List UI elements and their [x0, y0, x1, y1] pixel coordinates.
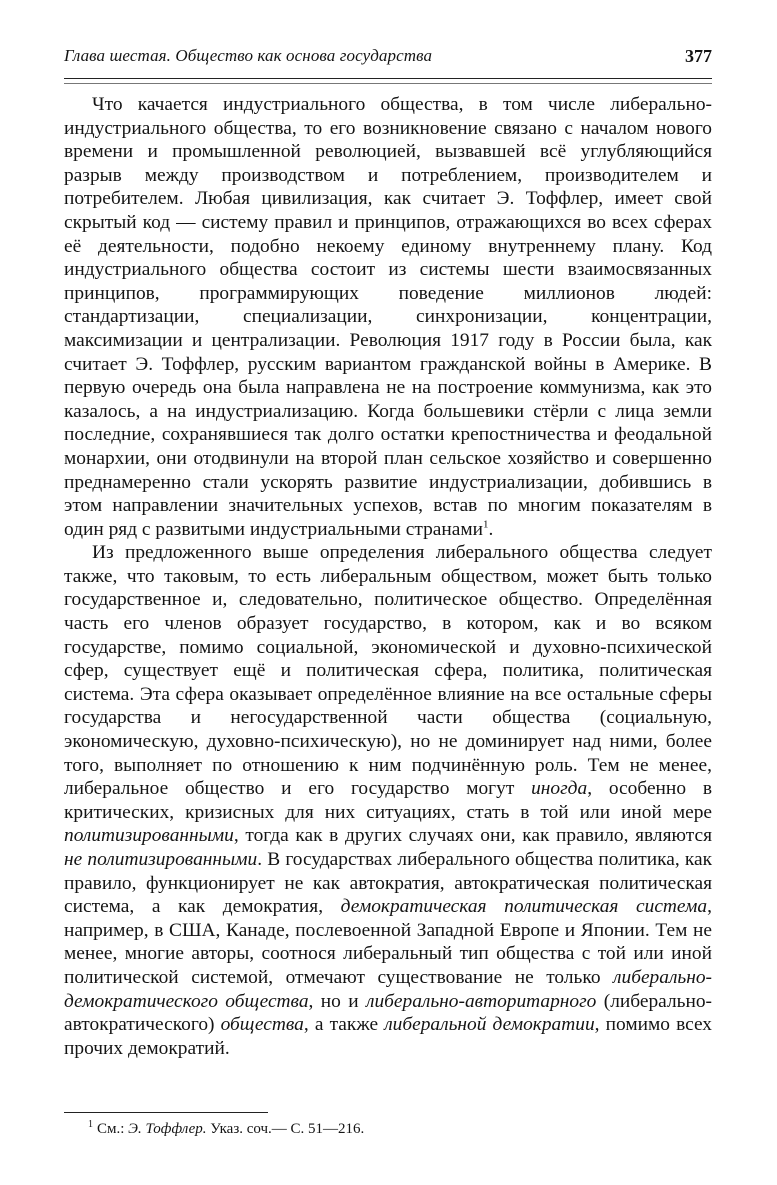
header-rule — [64, 78, 712, 79]
paragraph-2-text-b: , особенно в критических, кризисных для них ситуациях, стать в той или иной мере — [64, 778, 712, 823]
emphasis-6: либерально-авторитарного — [366, 990, 597, 1012]
emphasis-2: политизированными — [64, 825, 234, 847]
paragraph-2-text-e: , например, в США, Канаде, послевоенной Западной Европе и Японии. Тем не менее, многие авторы, соотнося либеральный тип общества с той или иной политической системой, отмечают существование не только — [64, 896, 712, 988]
paragraph-2-text-c: , тогда как в других случаях они, как правило, являются — [233, 825, 712, 847]
page-number: 377 — [685, 46, 712, 66]
emphasis-7: общества — [220, 1014, 304, 1036]
paragraph-2-text-a: Из предложенного выше определения либерального общества следует также, что таковым, то есть либеральным обществом, может быть только государственное и, следовательно, политическое общество. Определённая часть его членов образует государство, в котором, как и во всяком государстве, помимо социальной, экономической и духовно-психической сфер, существует ещё и политическая сфера, политика, политическая система. Эта сфера оказывает определённое влияние на все остальные сферы государства и негосударственной части общества (социальную, экономическую, духовно-психическую), но не доминирует над ними, более того, выполняет по отношению к ним подчинённую роль. Тем не менее, либеральное общество и его государство могут — [64, 542, 712, 800]
paragraph-2-text-d: . В государствах либерального общества политика, как правило, функционирует не как автократия, автократическая политическая система, а как демократия, — [64, 849, 712, 918]
paragraph-2 — [64, 541, 712, 1060]
paragraph-2-text-h: , а также — [303, 1014, 385, 1036]
paragraph-2-text-f: , но и — [308, 990, 366, 1012]
paragraph-1-text: Что качается индустриального общества, в том числе либерально-индустриального общества, то его возникновение связано с началом нового времени и промышленной революцией, вызвавшей всё углубляющийся разрыв между производством и потреблением, производителем и потребителем. Любая цивилизация, как считает Э. Тоффлер, имеет свой скрытый код — систему правил и принципов, отражающихся во всех сферах её деятельности, подобно некоему единому внутреннему плану. Код индустриального общества состоит из системы шести взаимосвязанных принципов, программирующих поведение миллионов людей: стандартизации, специализации, синхронизации, концентрации, максимизации и централизации. Революция 1917 году в России была, как считает Э. Тоффлер, русским вариантом гражданской войны в Америке. В первую очередь она была направлена не на построение коммунизма, как это казалось, а на индустриализацию. Когда большевики стёрли с лица земли последние, сохранявшиеся так долго остатки крепостничества и феодальной монархии, они отодвинули на второй план сельское хозяйство и совершенно преднамеренно стали ускорять развитие индустриализации, добившись в этом направлении значительных успехов, встав по многим показателям в один ряд с развитыми индустриальными странами — [64, 94, 712, 540]
footnote-rule — [64, 1112, 268, 1113]
footnote-prefix: См.: — [97, 1121, 129, 1137]
paragraph-1 — [64, 93, 712, 541]
footnote-reference: 1 — [483, 518, 489, 531]
emphasis-3: не политизированными — [64, 849, 258, 870]
footnote-source: Указ. соч.— С. 51—216. — [206, 1121, 365, 1137]
footnote — [88, 1120, 364, 1138]
main-text — [64, 93, 712, 1060]
running-head: Глава шестая. Общество как основа государства — [64, 46, 433, 65]
paragraph-2-text-g: (либерально-автократического) — [64, 990, 712, 1036]
paragraph-1-end: . — [488, 518, 494, 540]
footnote-mark: 1 — [88, 1119, 93, 1130]
footnote-author: Э. Тоффлер. — [128, 1121, 207, 1137]
paragraph-2-text-i: , помимо всех прочих демократий. — [64, 1014, 712, 1059]
emphasis-8: либеральной демократии — [384, 1014, 595, 1036]
header-rule-thin — [64, 83, 712, 84]
emphasis-4: демократическая политическая система — [340, 896, 708, 918]
emphasis-1: иногда — [531, 778, 588, 800]
page-header — [64, 46, 712, 72]
emphasis-5: либерально-демократического общества — [64, 966, 712, 1012]
